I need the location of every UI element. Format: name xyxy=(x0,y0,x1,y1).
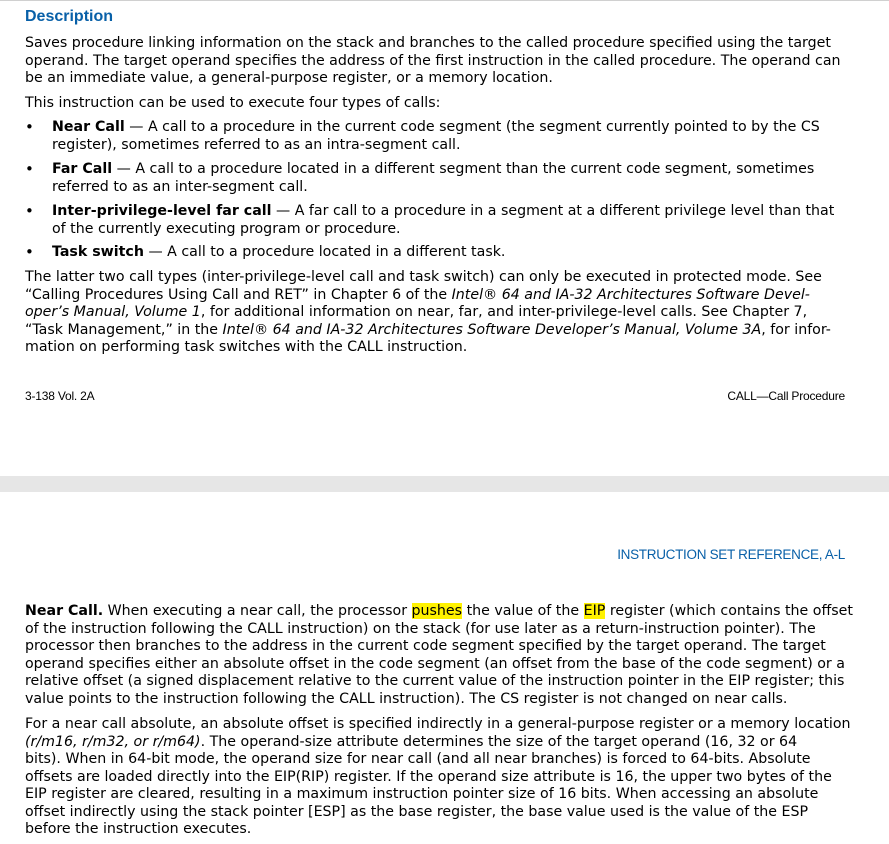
protected-mode-paragraph: The latter two call types (inter-privilege-level call and task switch) can only be executed in protected mode. See “Calling Procedures Using Call and RET” in Chapter 6 of the Intel® 64 and IA-32 Architectures Software Devel- oper’s Manual, Volume 1, for additional information on near, far, and inter-privilege-level calls. See Chapter 7, “Task Management,” in the Intel® 64 and IA-32 Architectures Software Developer’s Manual, Volume 3A, for infor- mation on performing task switches with the CALL instruction. xyxy=(25,269,831,355)
highlight-pushes: pushes xyxy=(411,603,463,619)
near-call-absolute-paragraph: For a near call absolute, an absolute offset is specified indirectly in a general-purpose register or a memory location (r/m16, r/m32, or r/m64). The operand-size attribute determines the size of the target operand (16, 32 or 64 bits). When in 64-bit mode, the operand size for near call (and all near branches) is forced to 64-bits. Absolute offsets are loaded directly into the EIP(RIP) register. If the operand size attribute is 16, the upper two bytes of the EIP register are cleared, resulting in a maximum instruction pointer size of 16 bits. When accessing an absolute offset indirectly using the stack pointer [ESP] as the base register, the base value used is the value of the ESP before the instruction executes. xyxy=(25,716,851,837)
bullet-dot: • xyxy=(25,202,34,220)
near-call-paragraph: Near Call. When executing a near call, the processor pushes the value of the EIP register (which contains the offset of the instruction following the CALL instruction) on the stack (for use later as a return-instruction pointer). The processor then branches to the address in the current code segment specified by the target operand. The target operand specifies either an absolute offset in the code segment (an offset from the base of the code segment) or a relative offset (a signed displacement relative to the current value of the instruction pointer in the EIP register; this value points to the instruction following the CALL instruction). The CS register is not changed on near calls. xyxy=(25,603,853,707)
section-heading-description: Description xyxy=(25,8,114,25)
manual-reference-volume-3a: Intel® 64 and IA-32 Architectures Software Developer’s Manual, Volume 3A xyxy=(222,321,762,338)
manual-reference-volume-1: Intel® 64 and IA-32 Architectures Software Devel- xyxy=(451,286,810,303)
running-header: INSTRUCTION SET REFERENCE, A-L xyxy=(617,547,845,562)
near-call-term: Near Call. xyxy=(25,603,104,619)
bullet-dot: • xyxy=(25,118,34,136)
manual-page-next xyxy=(0,492,889,844)
page-title-footer: CALL—Call Procedure xyxy=(727,389,845,403)
page-number-footer: 3-138 Vol. 2A xyxy=(25,389,95,403)
call-types-intro: This instruction can be used to execute four types of calls: xyxy=(25,95,441,111)
bullet-dot: • xyxy=(25,160,34,178)
highlight-eip: EIP xyxy=(583,603,606,619)
manual-page-3-138: Description Saves procedure linking information on the stack and branches to the called procedure specified using the target operand. The target operand specifies the address of the first instruction in the called procedure. The operand can be an immediate value, a general-purpose register, or a memory location. This instruction can be used to execute four types of calls: • Near Call — A call to a procedure in the current code segment (the segment currently pointed to by the CS register), sometimes referred to as an intra-segment call. • Far Call — A call to a procedure located in a different segment than the current code segment, sometimes referred to as an inter-segment call. • Inter-privilege-level far call — A far call to a procedure in a segment at a different privilege level than that of the currently executing program or procedure. • Task switch — A call to a procedure located in a different task. The latter two call types (inter-privilege-level call and task switch) can only be executed in protected mode. See “Calling Procedures Using Call and RET” in Chapter 6 of the Intel® 64 and IA-32 Architectures Software Devel- oper’s Manual, Volume 1, for additional information on near, far, and inter-privilege-level calls. See Chapter 7, “Task Management,” in the Intel® 64 and IA-32 Architectures Software Developer’s Manual, Volume 3A, for infor- mation on performing task switches with the CALL instruction. 3-138 Vol. 2A CALL—Call Procedure xyxy=(0,0,889,476)
bullet-dot: • xyxy=(25,243,34,261)
description-paragraph: Saves procedure linking information on the stack and branches to the called procedure specified using the target operand. The target operand specifies the address of the first instruction in the called procedure. The operand can be an immediate value, a general-purpose register, or a memory location. xyxy=(25,35,841,86)
